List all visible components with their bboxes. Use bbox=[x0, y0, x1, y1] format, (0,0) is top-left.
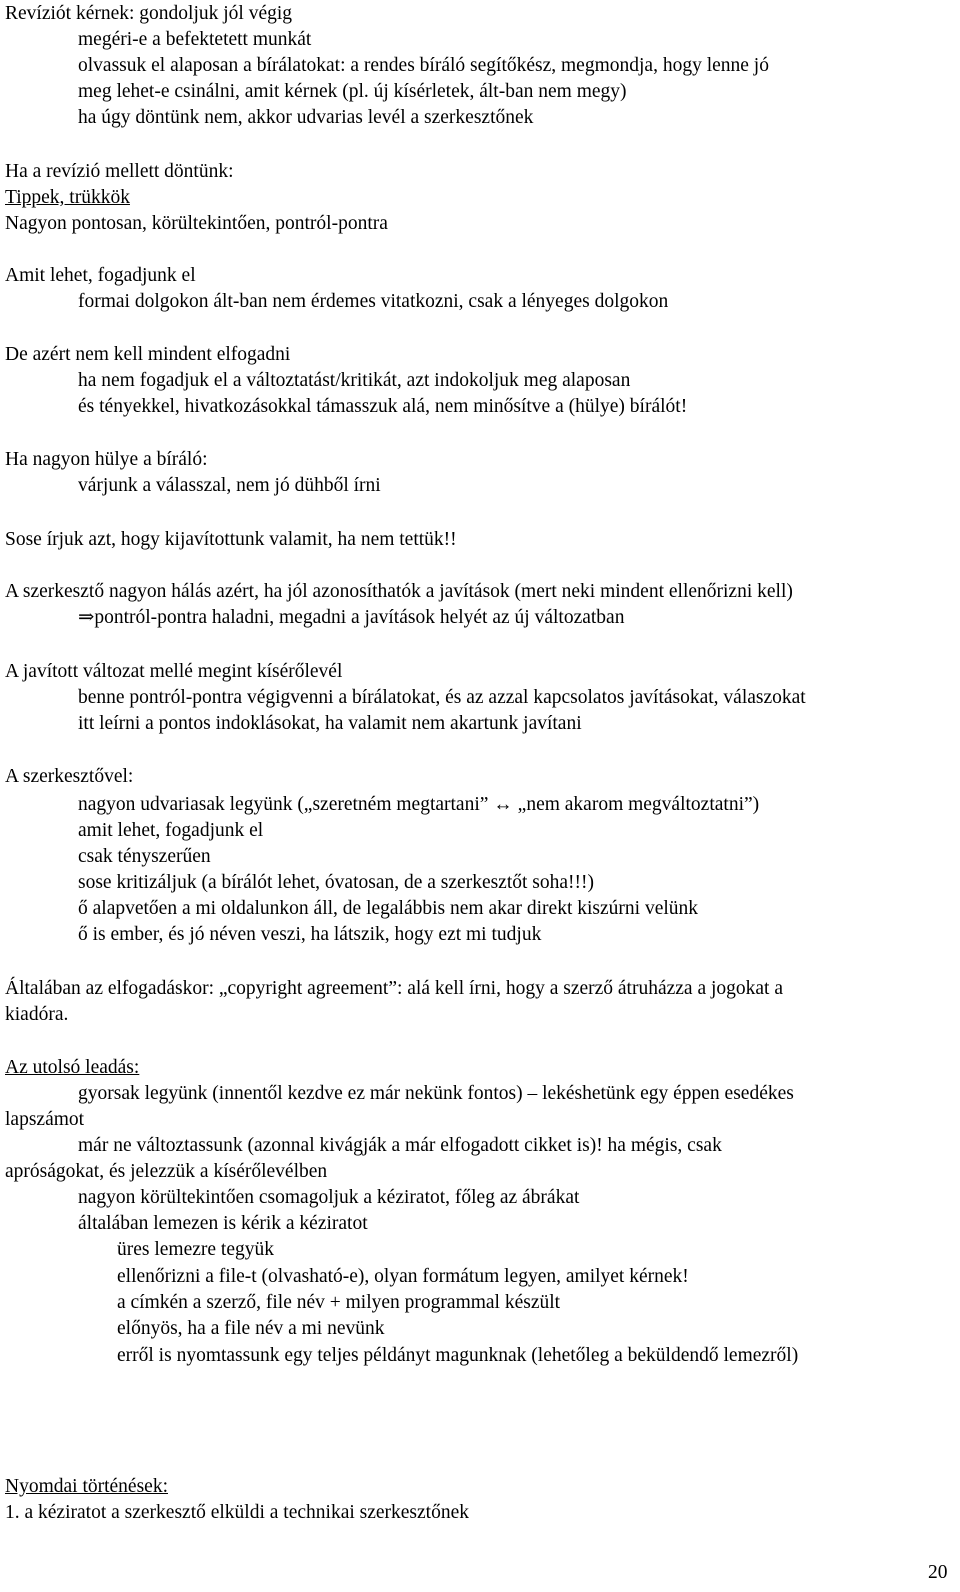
text-line: A szerkesztő nagyon hálás azért, ha jól azonosíthatók a javítások (mert neki mindent ellenőrizni kell) bbox=[5, 581, 793, 602]
text-line: Revíziót kérnek: gondoljuk jól végig bbox=[5, 3, 293, 24]
text-line: Nagyon pontosan, körültekintően, pontról-pontra bbox=[5, 213, 388, 234]
text-line: megéri-e a befektetett munkát bbox=[78, 29, 312, 50]
text-line: 1. a kéziratot a szerkesztő elküldi a technikai szerkesztőnek bbox=[5, 1502, 470, 1523]
text-line: A javított változat mellé megint kísérőlevél bbox=[5, 661, 343, 682]
text-line: ő is ember, és jó néven veszi, ha látszik, hogy ezt mi tudjuk bbox=[78, 924, 542, 945]
text-line: ha úgy döntünk nem, akkor udvarias levél a szerkesztőnek bbox=[78, 107, 534, 128]
text-line: a címkén a szerző, file név + milyen programmal készült bbox=[117, 1292, 561, 1313]
underlined-heading: Az utolsó leadás: bbox=[5, 1057, 140, 1078]
text-line: és tényekkel, hivatkozásokkal támasszuk alá, nem minősítve a (hülye) bírálót! bbox=[78, 396, 688, 417]
text-line: Általában az elfogadáskor: „copyright agreement”: alá kell írni, hogy a szerző átruházza a jogokat a bbox=[5, 978, 784, 999]
text-line: gyorsak legyünk (innentől kezdve ez már nekünk fontos) – lekéshetünk egy éppen esedékes bbox=[78, 1083, 794, 1104]
text-line: De azért nem kell mindent elfogadni bbox=[5, 344, 291, 365]
page-number: 20 bbox=[928, 1562, 948, 1583]
text-line: nagyon körültekintően csomagoljuk a kéziratot, főleg az ábrákat bbox=[78, 1187, 580, 1208]
text-line: itt leírni a pontos indoklásokat, ha valamit nem akartunk javítani bbox=[78, 713, 582, 734]
text-line: sose kritizáljuk (a bírálót lehet, óvatosan, de a szerkesztőt soha!!!) bbox=[78, 872, 595, 893]
text-line: formai dolgokon ált-ban nem érdemes vitatkozni, csak a lényeges dolgokon bbox=[78, 291, 669, 312]
text-line: ellenőrizni a file-t (olvasható-e), olyan formátum legyen, amilyet kérnek! bbox=[117, 1266, 689, 1287]
text-line: lapszámot bbox=[5, 1109, 85, 1130]
text-line: ha nem fogadjuk el a változtatást/kritikát, azt indokoljuk meg alaposan bbox=[78, 370, 631, 391]
underlined-heading: Nyomdai történések: bbox=[5, 1476, 168, 1497]
text-line: általában lemezen is kérik a kéziratot bbox=[78, 1213, 368, 1234]
text-line: ⇒pontról-pontra haladni, megadni a javítások helyét az új változatban bbox=[78, 607, 625, 628]
text-line: előnyös, ha a file név a mi nevünk bbox=[117, 1318, 385, 1339]
text-line: Ha nagyon hülye a bíráló: bbox=[5, 449, 208, 470]
text-line: csak tényszerűen bbox=[78, 846, 211, 867]
text-line: kiadóra. bbox=[5, 1004, 69, 1025]
text-line: benne pontról-pontra végigvenni a bírálatokat, és az azzal kapcsolatos javításokat, válaszokat bbox=[78, 687, 806, 708]
text-line: erről is nyomtassunk egy teljes példányt magunknak (lehetőleg a beküldendő lemezről) bbox=[117, 1345, 799, 1366]
text-line: meg lehet-e csinálni, amit kérnek (pl. új kísérletek, ált-ban nem megy) bbox=[78, 81, 627, 102]
text-line: ő alapvetően a mi oldalunkon áll, de legalábbis nem akar direkt kiszúrni velünk bbox=[78, 898, 699, 919]
text-line: már ne változtassunk (azonnal kivágják a már elfogadott cikket is)! ha mégis, csak bbox=[78, 1135, 722, 1156]
section-heading: A szerkesztővel: bbox=[5, 766, 134, 787]
text-line: apróságokat, és jelezzük a kísérőlevélben bbox=[5, 1161, 328, 1182]
text-line: Amit lehet, fogadjunk el bbox=[5, 265, 196, 286]
text-line: nagyon udvariasak legyünk („szeretném megtartani” ↔ „nem akarom megváltoztatni”) bbox=[78, 794, 760, 815]
underlined-heading: Tippek, trükkök bbox=[5, 187, 130, 208]
text-line: üres lemezre tegyük bbox=[117, 1239, 275, 1260]
text-line: Sose írjuk azt, hogy kijavítottunk valamit, ha nem tettük!! bbox=[5, 529, 457, 550]
text-line: amit lehet, fogadjunk el bbox=[78, 820, 264, 841]
text-line: olvassuk el alaposan a bírálatokat: a rendes bíráló segítőkész, megmondja, hogy lenne jó bbox=[78, 55, 769, 76]
text-line: várjunk a válasszal, nem jó dühből írni bbox=[78, 475, 381, 496]
section-heading: Ha a revízió mellett döntünk: bbox=[5, 161, 234, 182]
